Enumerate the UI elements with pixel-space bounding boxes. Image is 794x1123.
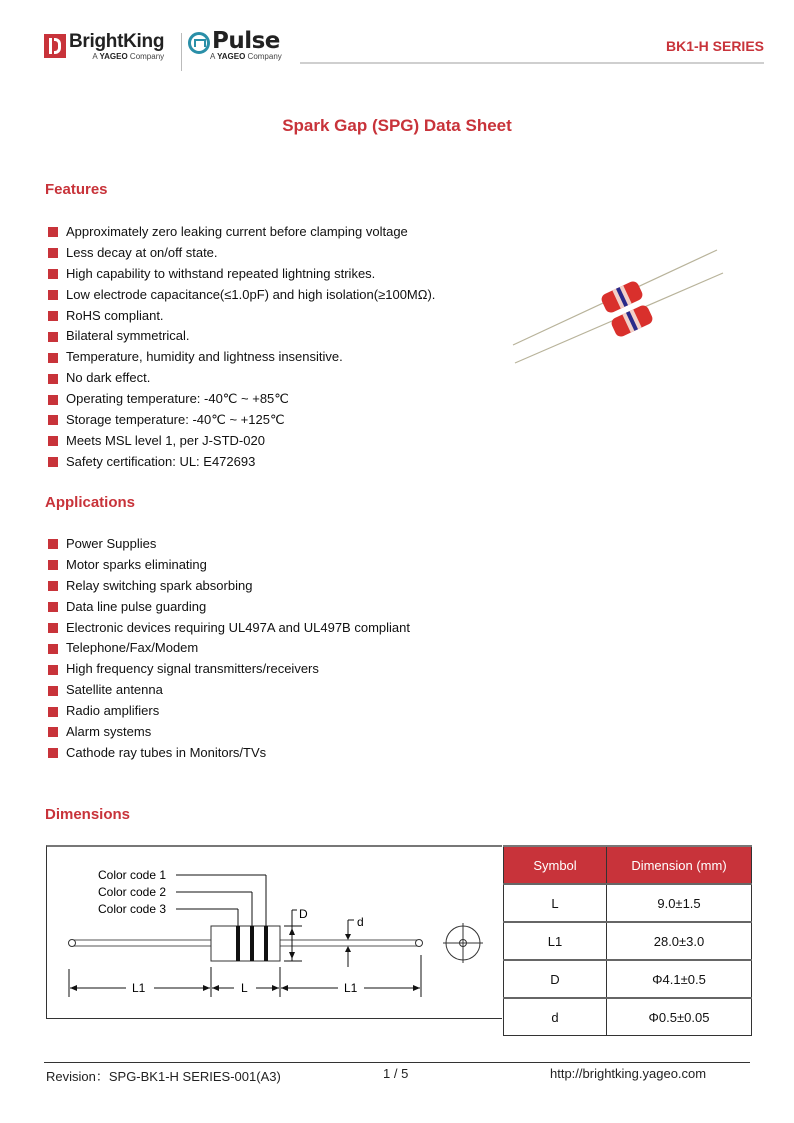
- product-photo: [505, 245, 725, 365]
- table-row: [504, 884, 752, 922]
- list-item: High frequency signal transmitters/receivers: [48, 659, 410, 680]
- cell-symbol: d: [504, 998, 607, 1036]
- bullet-square-icon: [48, 332, 58, 342]
- header-dimension: Dimension (mm): [607, 846, 752, 884]
- table-row: [504, 998, 752, 1036]
- bullet-square-icon: [48, 395, 58, 405]
- list-item: Cathode ray tubes in Monitors/TVs: [48, 743, 410, 764]
- list-item: RoHS compliant.: [48, 306, 435, 327]
- list-item: Relay switching spark absorbing: [48, 576, 410, 597]
- bullet-square-icon: [48, 269, 58, 279]
- color-code-1-label: Color code 1: [98, 868, 167, 882]
- dimension-diagram: [46, 847, 502, 1019]
- footer-revision: Revision：SPG-BK1-H SERIES-001(A3): [46, 1069, 281, 1084]
- cell-dimension: 28.0±3.0: [607, 922, 752, 960]
- list-item: Radio amplifiers: [48, 701, 410, 722]
- bullet-square-icon: [48, 374, 58, 384]
- list-item: Approximately zero leaking current before clamping voltage: [48, 222, 435, 243]
- list-item: Meets MSL level 1, per J-STD-020: [48, 431, 435, 452]
- label-L1-right: L1: [344, 981, 358, 995]
- list-item: Less decay at on/off state.: [48, 243, 435, 264]
- bullet-square-icon: [48, 353, 58, 363]
- bullet-square-icon: [48, 602, 58, 612]
- list-item: Low electrode capacitance(≤1.0pF) and high isolation(≥100MΩ).: [48, 285, 435, 306]
- pulse-name: Pulse: [212, 28, 280, 54]
- bullet-square-icon: [48, 748, 58, 758]
- color-code-3-label: Color code 3: [98, 902, 167, 916]
- footer-url-link[interactable]: http://brightking.yageo.com: [550, 1066, 707, 1081]
- list-item: Telephone/Fax/Modem: [48, 638, 410, 659]
- bullet-square-icon: [48, 665, 58, 675]
- bullet-square-icon: [48, 560, 58, 570]
- bullet-square-icon: [48, 686, 58, 696]
- bullet-square-icon: [48, 248, 58, 258]
- cell-dimension: 9.0±1.5: [607, 884, 752, 922]
- label-L: L: [241, 981, 248, 995]
- list-item: Power Supplies: [48, 534, 410, 555]
- pulse-logo: [188, 30, 282, 62]
- bullet-square-icon: [48, 415, 58, 425]
- logo-divider: [181, 33, 182, 71]
- list-item: Motor sparks eliminating: [48, 555, 410, 576]
- label-d: d: [357, 915, 364, 929]
- header-symbol: Symbol: [504, 846, 607, 884]
- cell-symbol: L: [504, 884, 607, 922]
- list-item: Bilateral symmetrical.: [48, 326, 435, 347]
- label-D: D: [299, 907, 308, 921]
- list-item: Satellite antenna: [48, 680, 410, 701]
- cell-dimension: Φ4.1±0.5: [607, 960, 752, 998]
- table-header-row: [504, 846, 752, 884]
- pulse-subtitle: A YAGEO Company: [210, 52, 282, 61]
- cell-dimension: Φ0.5±0.05: [607, 998, 752, 1036]
- pulse-logo-icon: [188, 32, 210, 54]
- table-row: [504, 960, 752, 998]
- footer-rule: [44, 1062, 750, 1063]
- applications-heading: Applications: [45, 494, 136, 511]
- list-item: Safety certification: UL: E472693: [48, 452, 435, 473]
- list-item: Temperature, humidity and lightness insensitive.: [48, 347, 435, 368]
- features-heading: Features: [45, 181, 108, 198]
- label-L1-left: L1: [132, 981, 146, 995]
- features-list: [48, 222, 435, 473]
- list-item: Storage temperature: -40℃ ~ +125℃: [48, 410, 435, 431]
- list-item: No dark effect.: [48, 368, 435, 389]
- bullet-square-icon: [48, 457, 58, 467]
- bullet-square-icon: [48, 727, 58, 737]
- dimensions-heading: Dimensions: [45, 806, 131, 823]
- bullet-square-icon: [48, 539, 58, 549]
- page-title: Spark Gap (SPG) Data Sheet: [282, 116, 512, 135]
- bullet-square-icon: [48, 311, 58, 321]
- bullet-square-icon: [48, 290, 58, 300]
- footer-page-number: 1 / 5: [383, 1066, 409, 1081]
- bullet-square-icon: [48, 227, 58, 237]
- bullet-square-icon: [48, 644, 58, 654]
- bullet-square-icon: [48, 436, 58, 446]
- list-item: Electronic devices requiring UL497A and UL497B compliant: [48, 618, 410, 639]
- list-item: High capability to withstand repeated lightning strikes.: [48, 264, 435, 285]
- brightking-name: BrightKing: [69, 31, 165, 52]
- color-code-2-label: Color code 2: [98, 885, 167, 899]
- list-item: Alarm systems: [48, 722, 410, 743]
- dimensions-table: [503, 845, 752, 1036]
- brightking-subtitle: A YAGEO Company: [92, 52, 165, 61]
- bullet-square-icon: [48, 707, 58, 717]
- cell-symbol: D: [504, 960, 607, 998]
- table-row: [504, 922, 752, 960]
- header-rule: [300, 62, 764, 64]
- brightking-logo: [44, 32, 164, 64]
- list-item: Operating temperature: -40℃ ~ +85℃: [48, 389, 435, 410]
- bullet-square-icon: [48, 581, 58, 591]
- bullet-square-icon: [48, 623, 58, 633]
- brightking-logo-icon: [44, 34, 66, 58]
- list-item: Data line pulse guarding: [48, 597, 410, 618]
- applications-list: [48, 534, 410, 764]
- cell-symbol: L1: [504, 922, 607, 960]
- series-label: BK1-H SERIES: [665, 38, 764, 54]
